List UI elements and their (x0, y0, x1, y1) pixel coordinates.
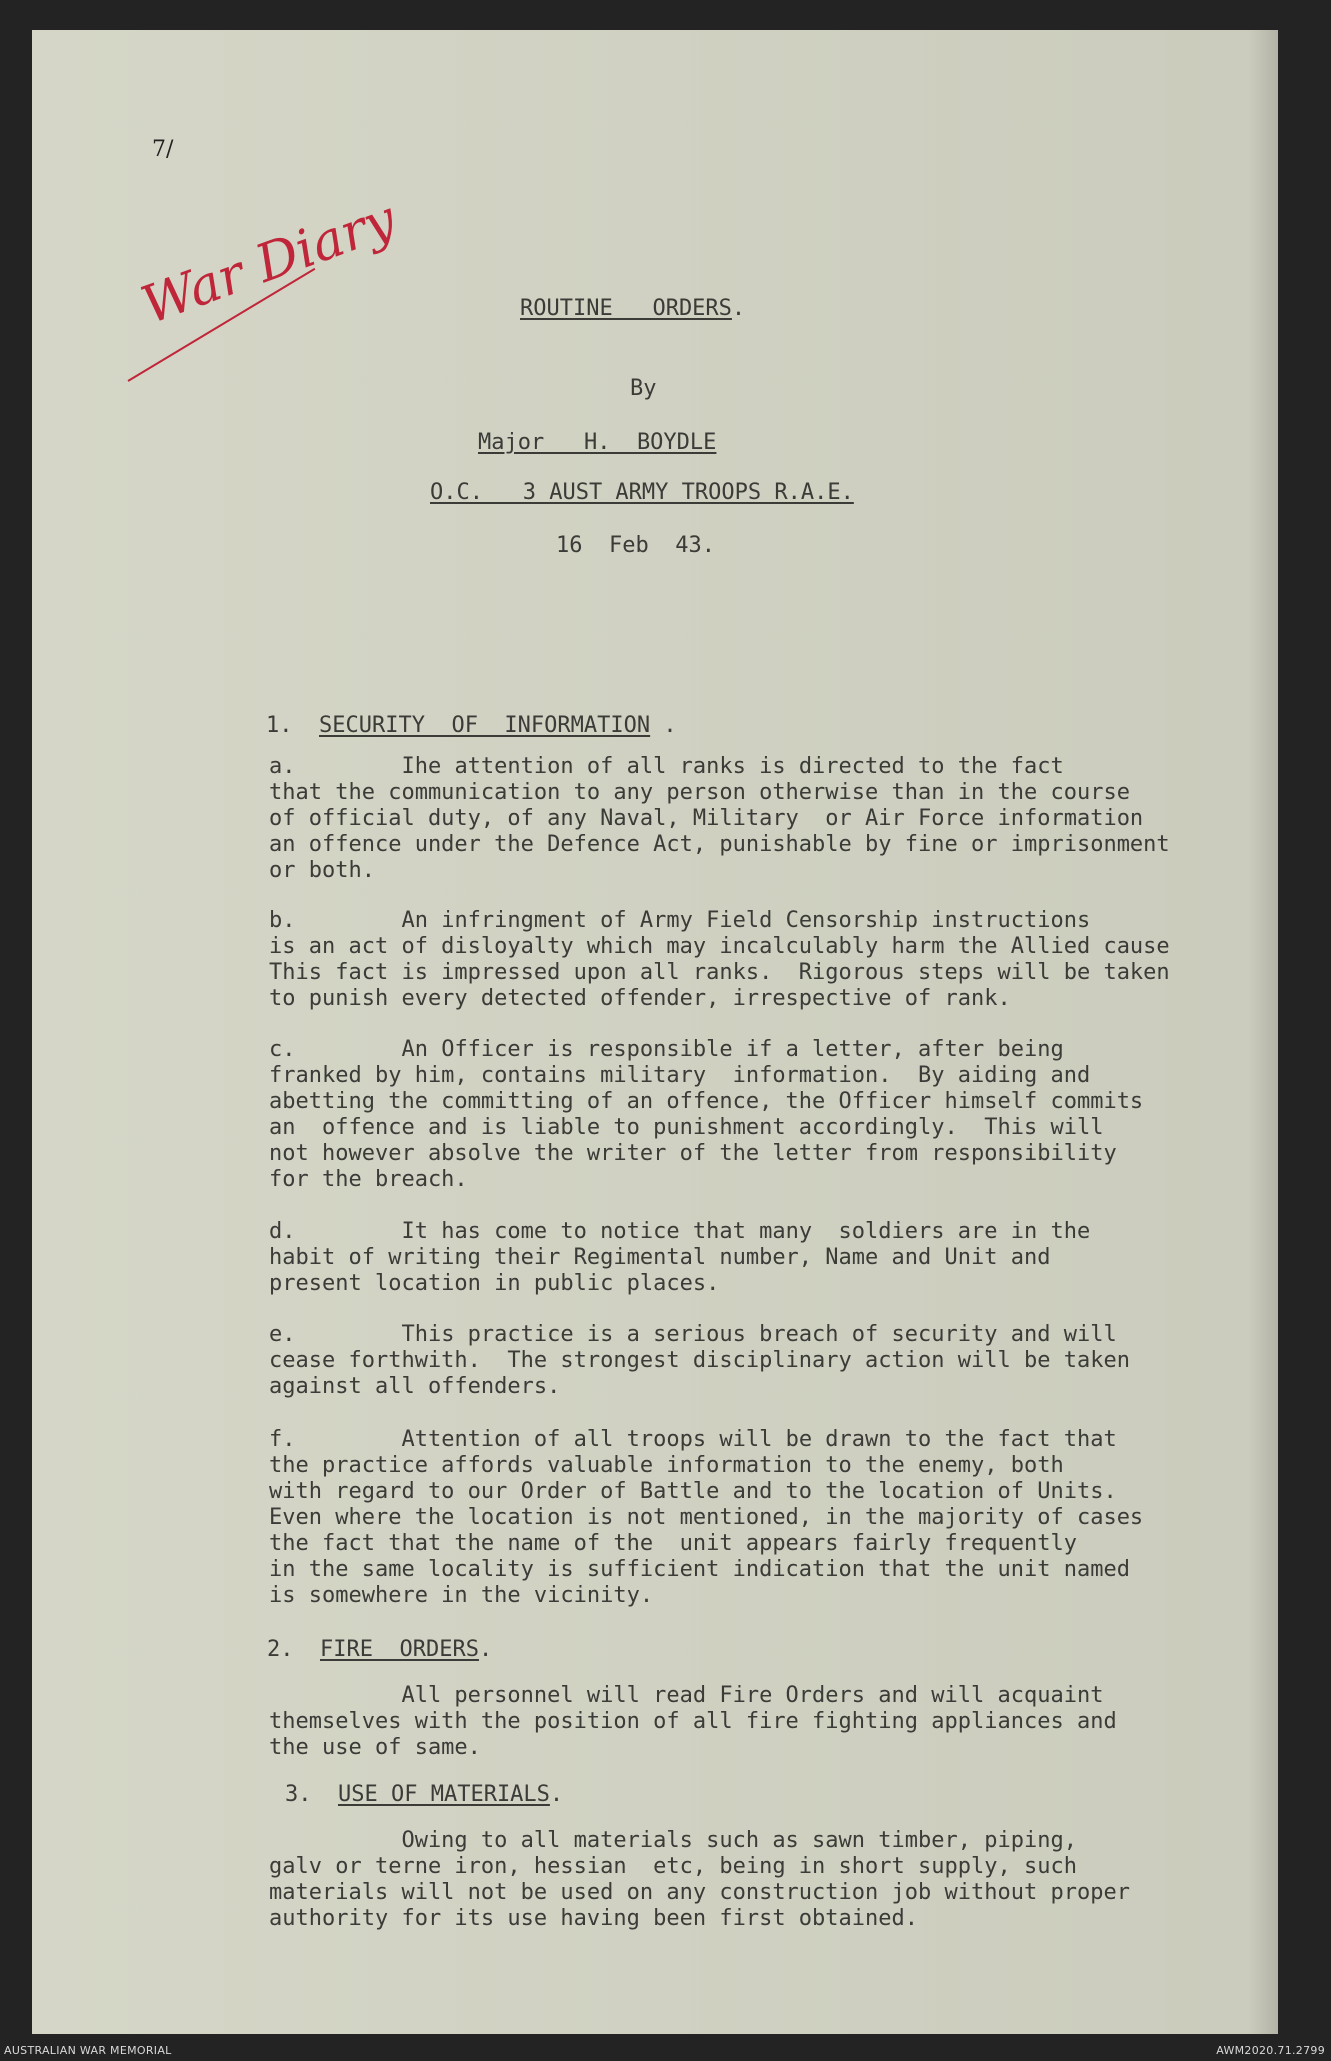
footer-left: AUSTRALIAN WAR MEMORIAL (4, 2044, 172, 2057)
paragraph-f-line-7: is somewhere in the vicinity. (269, 1583, 654, 1608)
paragraph-f-line-1: Attention of all troops will be drawn to the fact that (295, 1427, 1117, 1452)
paragraph-f-label: f. (269, 1427, 296, 1452)
section-2-line-2: themselves with the position of all fire fighting appliances and (269, 1709, 1117, 1734)
paragraph-b-line-4: to punish every detected offender, irrespective of rank. (269, 986, 1011, 1011)
paragraph-c-line-1: An Officer is responsible if a letter, after being (295, 1037, 1064, 1062)
paragraph-c-label: c. (269, 1037, 296, 1062)
war-diary-annotation: War Diary (134, 189, 404, 337)
paragraph-c (269, 1037, 1143, 1193)
paragraph-a-line-3: of official duty, of any Naval, Military or Air Force information (269, 806, 1144, 831)
paragraph-e-line-1: This practice is a serious breach of security and will (295, 1322, 1117, 1347)
title-end: . (731, 296, 746, 321)
paragraph-e-line-3: against all offenders. (269, 1374, 561, 1399)
paragraph-e-line-2: cease forthwith. The strongest disciplinary action will be taken (269, 1348, 1130, 1373)
paragraph-b-label: b. (269, 908, 296, 933)
section-2-heading (267, 1637, 492, 1663)
paragraph-f-line-3: with regard to our Order of Battle and to the location of Units. (269, 1479, 1117, 1504)
section-3-line-2: galv or terne iron, hessian etc, being in short supply, such (269, 1854, 1077, 1879)
paragraph-b-line-2: is an act of disloyalty which may incalculably harm the Allied cause (269, 934, 1170, 959)
paragraph-c-line-4: an offence and is liable to punishment accordingly. This will (269, 1115, 1104, 1140)
date-line: 16 Feb 43. (556, 533, 715, 558)
section-3-body (269, 1828, 1130, 1932)
section-1-heading (266, 713, 677, 739)
paragraph-d-line-1: It has come to notice that many soldiers are in the (295, 1219, 1091, 1244)
paragraph-a (269, 754, 1170, 884)
section-3-line-4: authority for its use having been first obtained. (269, 1906, 919, 1931)
paragraph-d-line-3: present location in public places. (269, 1271, 720, 1296)
paragraph-b (269, 908, 1170, 1012)
paragraph-b-line-3: This fact is impressed upon all ranks. Rigorous steps will be taken (269, 960, 1170, 985)
paragraph-c-line-5: not however absolve the writer of the letter from responsibility (269, 1141, 1117, 1166)
paragraph-c-line-3: abetting the committing of an offence, the Officer himself commits (269, 1089, 1144, 1114)
section-1-title: SECURITY OF INFORMATION (319, 713, 651, 738)
section-3-heading (285, 1782, 563, 1808)
paragraph-e-label: e. (269, 1322, 296, 1347)
unit-line: O.C. 3 AUST ARMY TROOPS R.A.E. (430, 480, 854, 505)
section-2-line-1: All personnel will read Fire Orders and will acquaint (269, 1683, 1104, 1708)
paragraph-d-line-2: habit of writing their Regimental number, Name and Unit and (269, 1245, 1051, 1270)
document-page (32, 30, 1278, 2034)
section-3-number: 3. (285, 1782, 312, 1807)
section-2-line-3: the use of same. (269, 1735, 481, 1760)
section-3-title-end: . (549, 1782, 564, 1807)
section-1-number: 1. (266, 713, 293, 738)
paragraph-a-line-2: that the communication to any person otherwise than in the course (269, 780, 1130, 805)
section-2-body (269, 1683, 1117, 1761)
paragraph-f-line-2: the practice affords valuable information to the enemy, both (269, 1453, 1064, 1478)
paragraph-a-line-4: an offence under the Defence Act, punishable by fine or imprisonment (269, 832, 1170, 857)
paragraph-f (269, 1427, 1143, 1609)
paragraph-a-label: a. (269, 754, 296, 779)
archive-mark: 7/ (152, 137, 174, 162)
paragraph-f-line-4: Even where the location is not mentioned, in the majority of cases (269, 1505, 1144, 1530)
by-line: By (630, 376, 657, 401)
paragraph-e (269, 1322, 1130, 1400)
paragraph-a-line-5: or both. (269, 858, 375, 883)
paragraph-a-line-1: Ihe attention of all ranks is directed to the fact (295, 754, 1064, 779)
section-2-title: FIRE ORDERS (320, 1637, 479, 1662)
section-3-line-3: materials will not be used on any construction job without proper (269, 1880, 1130, 1905)
paragraph-f-line-6: in the same locality is sufficient indication that the unit named (269, 1557, 1130, 1582)
paragraph-d (269, 1219, 1090, 1297)
paragraph-b-line-1: An infringment of Army Field Censorship instructions (295, 908, 1091, 933)
paragraph-c-line-6: for the breach. (269, 1167, 468, 1192)
section-2-title-end: . (478, 1637, 493, 1662)
paragraph-d-label: d. (269, 1219, 296, 1244)
section-2-number: 2. (267, 1637, 294, 1662)
title-text: ROUTINE ORDERS (520, 296, 732, 321)
section-3-line-1: Owing to all materials such as sawn timber, piping, (269, 1828, 1077, 1853)
section-1-title-end: . (650, 713, 677, 738)
section-3-title: USE OF MATERIALS (338, 1782, 550, 1807)
paragraph-f-line-5: the fact that the name of the unit appears fairly frequently (269, 1531, 1077, 1556)
footer-right: AWM2020.71.2799 (1216, 2044, 1325, 2057)
paragraph-c-line-2: franked by him, contains military information. By aiding and (269, 1063, 1091, 1088)
document-title (520, 296, 745, 322)
officer-name: Major H. BOYDLE (478, 430, 717, 455)
